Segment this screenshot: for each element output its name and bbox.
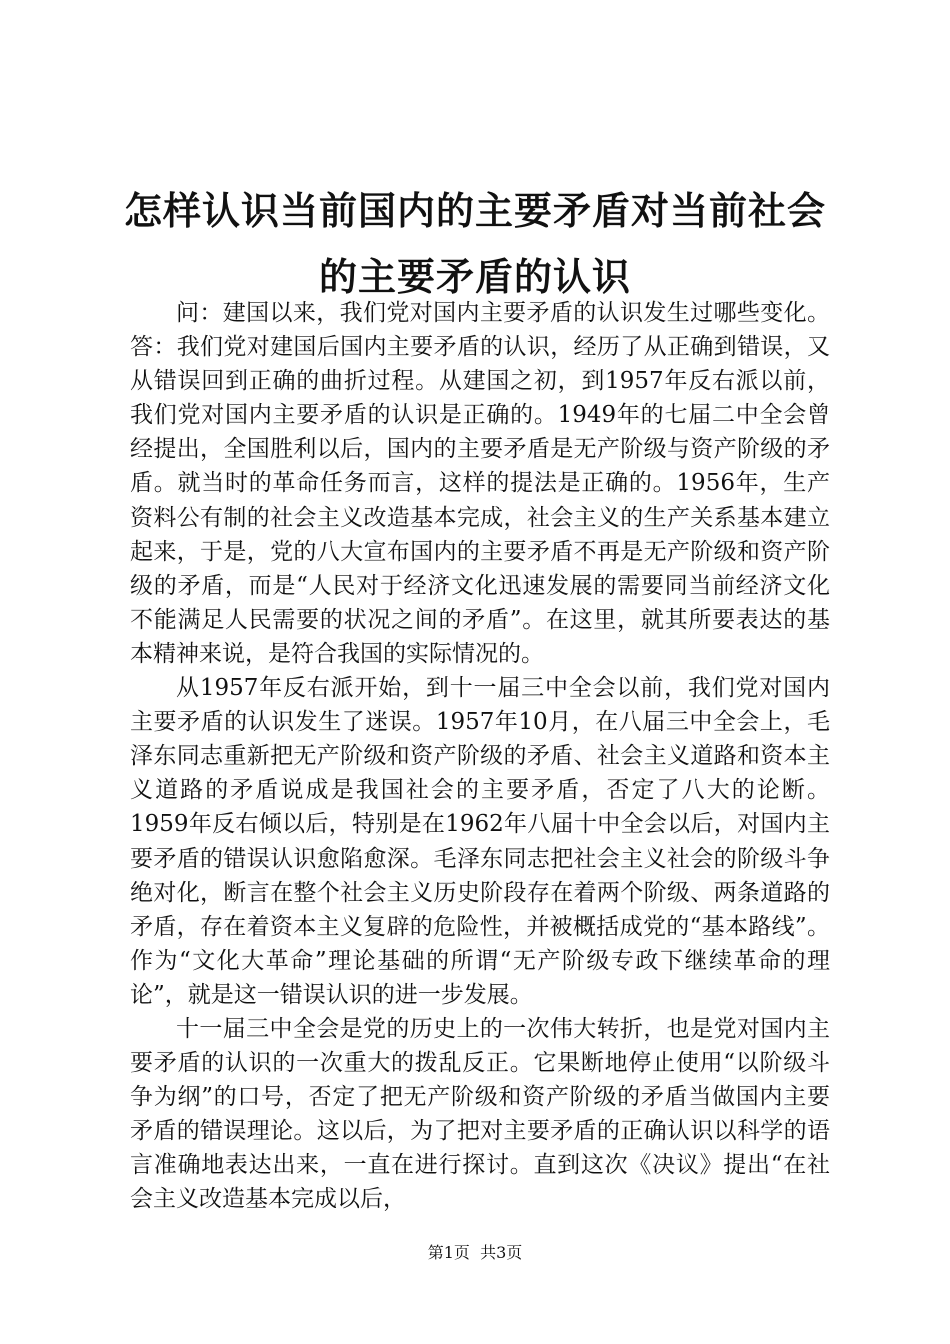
paragraph-3: 十一届三中全会是党的历史上的一次伟大转折，也是党对国内主要矛盾的认识的一次重大的拨乱反正。它果断地停止使用“以阶级斗争为纲”的口号，否定了把无产阶级和资产阶级的矛盾当做国内主要矛盾的错误理论。这以后，为了把对主要矛盾的正确认识以科学的语言准确地表达出来，一直在进行探讨。直到这次《决议》提出“在社会主义改造基本完成以后， xyxy=(130,1015,830,1213)
page-number: 第1页 xyxy=(427,1243,470,1262)
paragraph-2: 从1957年反右派开始，到十一届三中全会以前，我们党对国内主要矛盾的认识发生了迷误。1957年10月，在八届三中全会上，毛泽东同志重新把无产阶级和资产阶级的矛盾、社会主义道路和资本主义道路的矛盾说成是我国社会的主要矛盾，否定了八大的论断。1959年反右倾以后，特别是在1962年八届十中全会以后，对国内主要矛盾的错误认识愈陷愈深。毛泽东同志把社会主义社会的阶级斗争绝对化，断言在整个社会主义历史阶段存在着两个阶级、两条道路的矛盾，存在着资本主义复辟的危险性，并被概括成党的“基本路线”。作为“文化大革命”理论基础的所谓“无产阶级专政下继续革命的理论”，就是这一错误认识的进一步发展。 xyxy=(130,675,830,1008)
page-footer xyxy=(0,1240,950,1263)
document-body xyxy=(130,296,830,1217)
page-total: 共3页 xyxy=(480,1243,523,1262)
document-title: 怎样认识当前国内的主要矛盾对当前社会的主要矛盾的认识 xyxy=(123,188,826,299)
paragraph-1: 问：建国以来，我们党对国内主要矛盾的认识发生过哪些变化。答：我们党对建国后国内主要矛盾的认识，经历了从正确到错误，又从错误回到正确的曲折过程。从建国之初，到1957年反右派以前，我们党对国内主要矛盾的认识是正确的。1949年的七届二中全会曾经提出，全国胜利以后，国内的主要矛盾是无产阶级与资产阶级的矛盾。就当时的革命任务而言，这样的提法是正确的。1956年，生产资料公有制的社会主义改造基本完成，社会主义的生产关系基本建立起来，于是，党的八大宣布国内的主要矛盾不再是无产阶级和资产阶级的矛盾，而是“人民对于经济文化迅速发展的需要同当前经济文化不能满足人民需要的状况之间的矛盾”。在这里，就其所要表达的基本精神来说，是符合我国的实际情况的。 xyxy=(130,300,830,667)
